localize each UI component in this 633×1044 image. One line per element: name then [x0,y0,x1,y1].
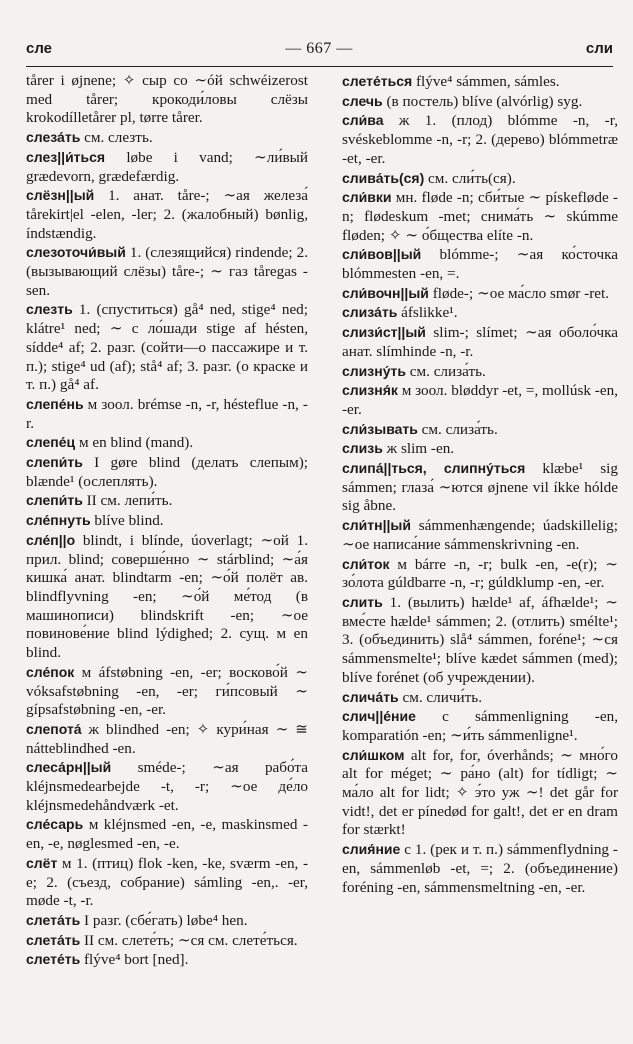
dictionary-entry [26,186,308,243]
dictionary-entry [26,758,308,815]
dictionary-entry [342,555,618,593]
left-column [26,72,308,970]
dictionary-entry [26,720,308,758]
page-header [26,40,613,62]
entry-definition: I gøre blind (делать слепым); blænde¹ (ослеплять). [26,454,308,490]
entry-definition: м en blind (mand). [75,434,194,452]
entry-definition: blómme-; ∼ая ко́сточка blómmesten -en, =. [342,246,618,283]
entry-definition: см. слезть. [80,129,153,147]
dictionary-entry [342,420,618,440]
dictionary-entry [342,284,618,304]
header-left-guideword: сле [26,40,53,57]
entry-headword: слизи́ст||ый [342,324,426,341]
entry-definition: løbe i vand; ∼ли́вый grædevorn, grædefærdig. [26,148,308,185]
entry-headword: слёт [26,854,58,871]
entry-definition: м зоол. bløddyr -et, =, mollúsk -en, -er. [342,382,618,418]
entry-headword: слизь [342,440,383,457]
right-column [342,72,618,970]
entry-definition: flýve⁴ bort [ned]. [80,951,189,969]
entry-headword: сли́вочн||ый [342,284,429,301]
dictionary-entry [342,593,618,688]
entry-definition: alt for, for, óverhånds; ∼ мно́го alt for méget; ∼ ра́но (alt) for tídligt; ∼ ма́ло alt for lidt; ✧ э́то уж ∼! det går for vidt!, det er pínedød for galt!, det er en dram for stærkt! [342,746,618,839]
dictionary-entry [342,72,618,92]
entry-headword: слизня́к [342,382,398,399]
header-rule [26,66,613,67]
entry-definition: II см. слете́ть; ∼ся см. слете́ться. [80,931,298,949]
entry-definition: fløde-; ∼ое ма́сло smør -ret. [428,284,610,302]
entry-headword: слете́ться [342,73,413,89]
entry-headword: слечь [342,92,383,109]
entry-definition: см. сли́ть(ся). [424,169,516,187]
dictionary-entry [342,746,618,841]
entry-headword: слепе́нь [26,395,84,412]
entry-headword: слизну́ть [342,362,406,379]
entry-headword: сли́шком [342,746,405,763]
entry-headword: сле́пнуть [26,512,91,529]
dictionary-entry [342,323,618,361]
dictionary-entry [26,128,308,148]
entry-headword: слить [342,593,383,610]
entry-headword: сли́вки [342,189,392,206]
dictionary-entry [342,188,618,245]
dictionary-entry [26,72,308,128]
entry-definition: áfslikke¹. [397,304,458,322]
dictionary-entry [26,243,308,300]
entry-definition: см. слиза́ть. [417,420,498,438]
entry-definition: ж blindhed -en; ✧ кури́ная ∼ ≅ nátteblindhed -en. [26,720,308,757]
entry-headword: слича́ть [342,688,399,705]
entry-definition: 1. анат. tåre-; ∼ая железа́ tårekirt|el -elen, -ler; 2. (жалобный) bønlig, índstændig. [26,187,308,242]
entry-definition: sámmenhængende; úadskillelig; ∼ое написа́ние sámmenskrivning -en. [342,517,618,553]
dictionary-entry [342,92,618,112]
entry-definition: ж slim -en. [382,440,455,458]
entry-headword: слёзн||ый [26,187,95,204]
entry-headword: слепи́ть [26,454,83,471]
dictionary-entry [342,439,618,459]
entry-definition: sméde-; ∼ая рабо́та kléjnsmedearbejde -t, -r; ∼ое де́ло kléjnsmedehåndværk -et. [26,759,308,814]
dictionary-entry [342,840,618,897]
dictionary-entry [342,688,618,708]
entry-headword: сли́ток [342,555,390,572]
entry-headword: слива́ть(ся) [342,169,425,186]
entry-definition: с sámmenligning -en, komparatión -en; ∼и́ть sámmenligne¹. [342,708,618,744]
entry-definition: I разг. (сбе́гать) løbe⁴ hen. [80,911,248,929]
dictionary-entry [342,169,618,189]
dictionary-entry [342,707,618,745]
entry-definition: м áfstøbning -en, -er; восково́й ∼ vóksafstøbning -en, -er; ги́псовый ∼ gípsafstøbning -en, -er. [26,663,308,719]
entry-headword: слете́ть [26,951,81,968]
columns [26,72,618,970]
entry-headword: сли́вов||ый [342,246,422,263]
entry-definition: tårer i øjnene; ✧ сыр со ∼óй schwéizerost med tårer; крокоди́ловы слёзы krokodílletårer pl, tørre tårer. [26,72,308,127]
dictionary-entry [26,950,308,970]
entry-headword: сли́тн||ый [342,517,411,534]
dictionary-entry [26,148,308,186]
entry-definition: с 1. (рек и т. п.) sámmenflydning -en, sámmenløb -et, =; 2. (объединение) foréning -en, sámmensmeltning -en, -er. [342,841,618,896]
page-number: — 667 — [285,40,353,57]
entry-definition: м 1. (птиц) flok -ken, -ke, sværm -en, -e; 2. (съезд, собрание) sámling -en,. -er, møde -t, -r. [26,854,308,910]
entry-definition: 1. (спуститься) gå⁴ ned, stige⁴ ned; klátre¹ ned; ∼ с ло́шади stige af hésten, sídde⁴ af; 2. разг. (сойти—о пассажире и т. п.); stige⁴ ud (af); stå⁴ af; 3. разг. (о краске и т. п.) gå⁴ af. [26,301,308,394]
entry-definition: (в постель) blíve (alvórlig) syg. [382,92,583,110]
header-right-guideword: сли [585,40,613,57]
dictionary-entry [26,911,308,931]
dictionary-entry [26,511,308,531]
dictionary-entry [342,516,618,554]
dictionary-entry [26,854,308,911]
dictionary-entry [342,303,618,323]
dictionary-entry [342,459,618,516]
entry-headword: слеза́ть [26,129,81,146]
entry-definition: flýve⁴ sámmen, sámles. [412,73,560,90]
entry-headword: слиза́ть [342,304,398,321]
entry-definition: см. слиза́ть. [405,362,486,380]
entry-headword: слепе́ц [26,434,76,451]
entry-headword: слезоточи́вый [26,244,126,261]
dictionary-entry [26,663,308,720]
dictionary-entry [342,362,618,382]
entry-definition: м bárre -n, -r; bulk -en, -e(r); ∼ зо́лота gúldbarre -n, -r; gúldklump -en, -er. [342,555,618,592]
dictionary-entry [26,531,308,663]
entry-headword: слич||е́ние [342,708,416,725]
entry-headword: слепи́ть [26,492,83,509]
dictionary-entry [342,381,618,419]
entry-headword: сли́ва [342,112,384,129]
dictionary-entry [26,453,308,491]
dictionary-entry [342,111,618,168]
dictionary-entry [26,433,308,453]
dictionary-entry [26,395,308,433]
entry-headword: сле́п||о [26,531,76,548]
dictionary-entry [26,300,308,395]
entry-definition: 1. (вылить) hælde¹ af, áfhælde¹; ∼ вме́сте hælde¹ sámmen; 2. (отлить) smélte¹; 3. (объединить) slå⁴ sámmen, foréne¹; ∼ся sámmensmelte¹; blíve kædet sámmen (med); blíve forénet (об учреждении). [342,593,618,686]
entry-headword: слета́ть [26,911,81,928]
entry-definition: мн. fløde -n; сби́тые ∼ pískefløde -n; flødeskum -met; снима́ть ∼ skúmme fløden; ✧ ∼ о́бщества elíte -n. [342,189,618,244]
entry-headword: слезть [26,301,73,318]
entry-headword: сли́зывать [342,420,418,437]
dictionary-entry [342,245,618,283]
entry-definition: м kléjnsmed -en, -e, maskinsmed -en, -e, nøglesmed -en, -e. [26,816,308,853]
entry-definition: II см. лепи́ть. [82,492,173,510]
entry-headword: слез||и́ться [26,148,106,165]
entry-definition: ж 1. (плод) blómme -n, -r, svéskeblomme -n, -r; 2. (дерево) blómmetræ -et, -er. [342,112,618,167]
entry-definition: slim-; slímet; ∼ая оболо́чка анат. slímhinde -n, -r. [342,324,618,360]
entry-headword: слеса́рн||ый [26,759,112,776]
dictionary-entry [26,931,308,951]
entry-headword: слия́ние [342,841,401,858]
entry-headword: слета́ть [26,931,81,948]
dictionary-entry [26,815,308,853]
dictionary-entry [26,491,308,511]
entry-headword: сле́пок [26,663,75,680]
entry-headword: слепота́ [26,720,82,737]
entry-definition: 1. (слезящийся) rindende; 2. (вызывающий слёзы) tåre-; ∼ газ tåregas -sen. [26,244,308,299]
entry-definition: klæbe¹ sig sámmen; глаза́ ∼ются øjnene vil íkke hólde sig åbne. [342,460,618,515]
entry-headword: сле́сарь [26,816,84,833]
entry-definition: blindt, i blínde, úoverlagt; ∼ой 1. прил. blind; соверше́нно ∼ stárblind; ∼а́я кишка́ анат. blindtarm -en; ∼о́й полёт ав. blindflyvning -en; ∼о́й ме́тод (в машинописи) blindskrift -en; ∼ое повинове́ние blind lýdighed; 2. сущ. м en blind. [26,531,308,662]
entry-headword: слипа́||ться, слипну́ться [342,460,526,477]
entry-definition: blíve blind. [90,512,164,530]
entry-definition: см. сличи́ть. [398,688,482,706]
entry-definition: м зоол. brémse -n, -r, hésteflue -n, -r. [26,395,308,432]
